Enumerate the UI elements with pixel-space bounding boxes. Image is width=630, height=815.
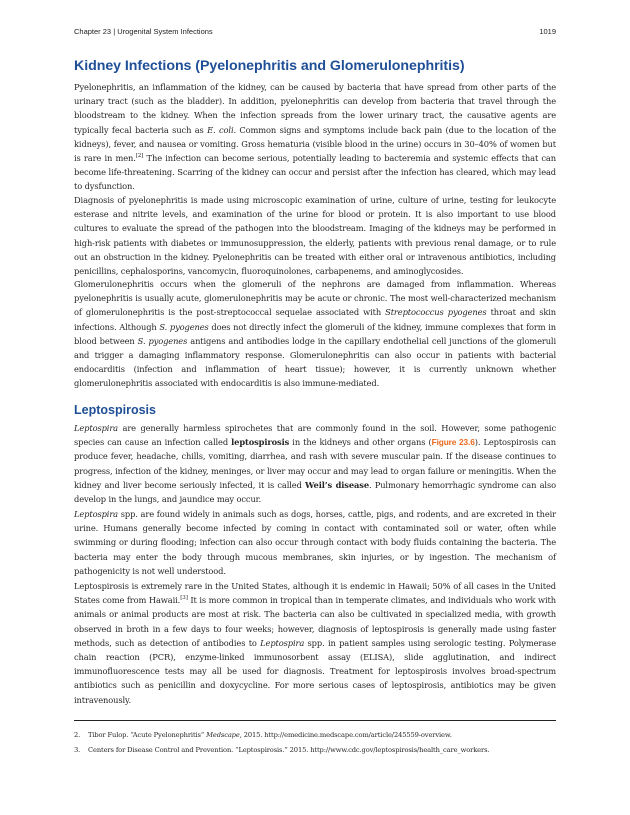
text-run: Leptospirosis is extremely rare in the United States, although it is endemic in Hawaii; 50% of all cases in the United States come from Hawaii. (74, 581, 556, 606)
chapter-title: Chapter 23 | Urogenital System Infections (74, 27, 213, 36)
paragraph-diagnosis (74, 193, 556, 278)
paragraph-glomerulonephritis (74, 277, 556, 391)
text-run: Diagnosis of pyelonephritis is made using microscopic examination of urine, culture of urine, testing for leukocyte esterase and nitrite levels, and examination of the urine for blood or protein. It is also important to use blood cultures to evaluate the spread of the pathogen into the bloodstream. Imaging of the kidneys may be performed in high-risk patients with diabetes or immunosuppression, the elderly, patients with previous renal damage, or to rule out an obstruction in the kidney. Pyelonephritis can be treated with either oral or intravenous antibiotics, including penicillins, cephalosporins, vancomycin, fluoroquinolones, carbapenems, and aminoglycosides. (74, 195, 556, 277)
text-run: antigens and antibodies lodge in the capillary endothelial cell junctions of the glomeruli and trigger a damaging inflammatory response. Glomerulonephritis can also occur in patients with bacterial endocarditis (infection and inflammation of heart tissue); however, it is currently unknown whether glomerulonephritis associated with endocarditis is also immune-mediated. (74, 335, 557, 389)
text-run: ). Leptospirosis can produce fever, headache, chills, vomiting, diarrhea, and rash with severe muscular pain. If the disease continues to progress, infection of the kidney, meninges, or liver may occur and may lead to organ failure or meningitis. When the kidney and liver become seriously infected, it is called (74, 437, 556, 490)
text-run: throat and skin infections. Although (74, 307, 556, 332)
footnote-divider (74, 720, 556, 721)
italic-term: S. pyogenes (159, 321, 209, 332)
key-term: Weil’s disease (305, 479, 369, 490)
text-run: The infection can become serious, potentially leading to bacteremia and systemic effects that can become life-threatening. Scarring of the kidney can occur and persist after the infection has cleared, which may lead to dysfunction. (74, 153, 556, 192)
italic-term: E. coli (207, 124, 234, 135)
section-heading-leptospirosis: Leptospirosis (74, 403, 156, 417)
text-run: in the kidneys and other organs ( (289, 437, 432, 448)
paragraph-leptospira-intro (74, 421, 556, 506)
footnote-ref-3[interactable]: [3] (180, 595, 188, 602)
footnote-url[interactable]: , 2015. http://emedicine.medscape.com/article/245559-overview. (239, 731, 452, 739)
text-run: It is more common in tropical than in temperate climates, and individuals who work with animals or animal products are most at risk. The bacteria can also be cultivated in specialized media, with growth observed in broth in a few days to four weeks; however, diagnosis of leptospirosis is generally made using faster methods, such as detection of antibodies to (74, 595, 556, 648)
footnote-item (74, 731, 556, 740)
italic-term: Leptospira (74, 423, 118, 433)
text-run: spp. are found widely in animals such as dogs, horses, cattle, pigs, and rodents, and are excreted in their urine. Humans generally become infected by coming in contact with contaminated soil or water, often while swimming or during flooding; infection can also occur through contact with body fluids containing the bacteria. The bacteria may enter the body through mucous membranes, skin injuries, or by ingestion. The mechanism of pathogenicity is not well understood. (74, 509, 556, 576)
text-run: spp. in patient samples using serologic testing. Polymerase chain reaction (PCR), enzyme-linked immunosorbent assay (ELISA), slide agglutination, and indirect immunofluorescence tests may all be used for diagnosis. Treatment for leptospirosis involves broad-spectrum antibiotics such as penicillin and doxycycline. For more serious cases of leptospirosis, antibiotics may be given intravenously. (74, 637, 556, 705)
paragraph-leptospirosis-diagnosis (74, 579, 556, 707)
paragraph-leptospira-transmission (74, 507, 556, 578)
section-heading-kidney-infections: Kidney Infections (Pyelonephritis and Glomerulonephritis) (74, 58, 465, 74)
text-run: . Common signs and symptoms include back pain (due to the location of the kidneys), fever, and nausea or vomiting. Gross hematuria (visible blood in the urine) occurs in 30–40% of women but is rare in men. (74, 124, 556, 164)
italic-term: Medscape (206, 731, 240, 739)
footnote-text[interactable]: Centers for Disease Control and Prevention. “Leptospirosis.” 2015. http://www.cdc.gov/leptospirosis/health_care_workers. (88, 746, 490, 754)
footnote-number: 3. (74, 746, 81, 754)
key-term: leptospirosis (231, 437, 290, 448)
footnote-item (74, 746, 556, 755)
page-number: 1019 (539, 27, 556, 36)
text-run: are generally harmless spirochetes that are commonly found in the soil. However, some pathogenic species can cause an infection called (74, 423, 556, 448)
text-run: Glomerulonephritis occurs when the glomeruli of the nephrons are damaged from inflammation. Whereas pyelonephritis is usually acute, glomerulonephritis may be acute or chronic. The most well-characterized mechanism of glomerulonephritis is the post-streptococcal sequelae associated with (74, 279, 556, 318)
text-run: . Pulmonary hemorrhagic syndrome can also develop in the lungs, and jaundice may occur. (74, 479, 556, 505)
italic-term: Streptococcus pyogenes (385, 307, 487, 318)
footnote-ref-2[interactable]: [2] (135, 153, 144, 160)
figure-link[interactable]: Figure 23.6 (431, 437, 475, 448)
italic-term: Leptospira (74, 509, 118, 519)
text-run: Pyelonephritis, an inflammation of the kidney, can be caused by bacteria that have spread from other parts of the urinary tract (such as the bladder). In addition, pyelonephritis can develop from bacteria that travel through the bloodstream to the kidney. When the infection spreads from the lower urinary tract, the causative agents are typically fecal bacteria such as (74, 82, 556, 135)
text-run: Tibor Fulop. “Acute Pyelonephritis” (88, 731, 207, 739)
footnotes (74, 731, 556, 761)
italic-term: S. pyogenes (137, 335, 188, 346)
italic-term: Leptospira (260, 637, 305, 648)
footnote-number: 2. (74, 731, 81, 739)
paragraph-pyelonephritis (74, 80, 556, 194)
text-run: does not directly infect the glomeruli of the kidney, immune complexes that form in blood between (74, 321, 556, 346)
